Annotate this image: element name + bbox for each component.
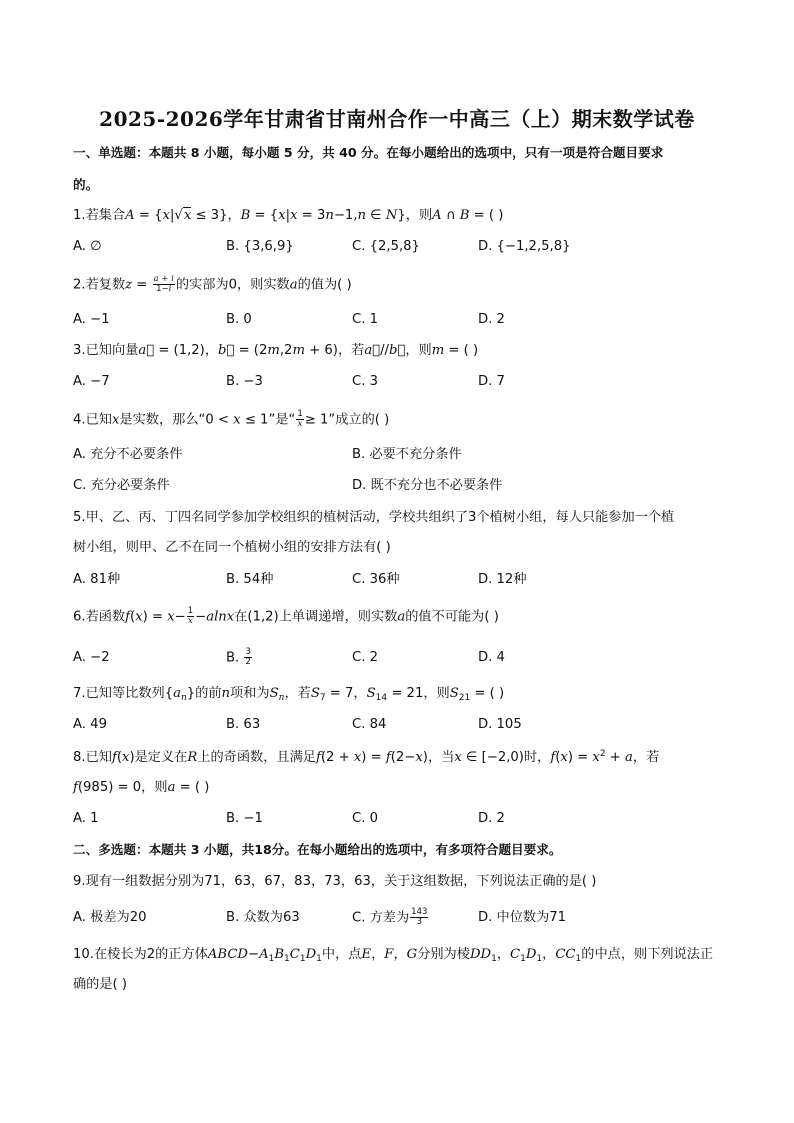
q5-option-d: D. 12种 <box>478 572 527 587</box>
q4-option-a: A. 充分不必要条件 <box>73 447 183 462</box>
question-7: 7.已知等比数列$\{a_n\}$的前n项和为$S_n$，若$S_7 = 7$，$S_{14} = 21$，则$S_{21}$ = ( ) <box>73 686 505 703</box>
q1-option-c: C. {2,5,8} <box>352 239 420 254</box>
question-3: 3.已知向量a⃗ = (1,2)，b⃗ = (2m,2m + 6)，若a⃗//b⃗，则m = ( ) <box>73 343 479 358</box>
section1-header-line2: 的。 <box>73 177 99 192</box>
q3-option-c: C. 3 <box>352 374 378 389</box>
page-title: 2025-2026学年甘肃省甘南州合作一中高三（上）期末数学试卷 <box>99 107 695 131</box>
q6-option-a: A. −2 <box>73 650 110 665</box>
q4-option-c: C. 充分必要条件 <box>73 478 170 493</box>
section2-header: 二、多选题：本题共 3 小题，共18分。在每小题给出的选项中，有多项符合题目要求。 <box>73 842 562 857</box>
q4-option-d: D. 既不充分也不必要条件 <box>352 478 503 493</box>
q5-option-b: B. 54种 <box>226 572 274 587</box>
q2-option-d: D. 2 <box>478 312 505 327</box>
question-9: 9.现有一组数据分别为71，63，67，83，73，63，关于这组数据，下列说法正确的是( ) <box>73 874 597 889</box>
question-5-line1: 5.甲、乙、丙、丁四名同学参加学校组织的植树活动，学校共组织了3个植树小组，每人只能参加一个植 <box>73 510 675 525</box>
q1-option-d: D. {−1,2,5,8} <box>478 239 571 254</box>
q2-option-c: C. 1 <box>352 312 378 327</box>
q9-option-a: A. 极差为20 <box>73 910 147 925</box>
q8-option-c: C. 0 <box>352 811 378 826</box>
question-10-line2: 确的是( ) <box>73 977 128 992</box>
q5-option-a: A. 81种 <box>73 572 121 587</box>
q8-option-a: A. 1 <box>73 811 99 826</box>
question-1: 1.若集合A = {x|√x ≤ 3}，B = {x|x = 3n−1,n ∈ N}，则A ∩ B = ( ) <box>73 208 504 223</box>
q7-option-d: D. 105 <box>478 717 522 732</box>
q7-option-b: B. 63 <box>226 717 261 732</box>
question-8-line1: 8.已知f(x)是定义在R上的奇函数，且满足f(2 + x) = f(2−x)，当x ∈ [−2,0)时，$f(x) = x^2 + a$，若 <box>73 749 660 765</box>
q6-option-d: D. 4 <box>478 650 505 665</box>
q2-option-b: B. 0 <box>226 312 252 327</box>
q3-option-a: A. −7 <box>73 374 110 389</box>
q6-option-b: B. $\frac{3}{2}$ <box>226 647 251 667</box>
question-4: 4.已知x是实数，那么“0 < x ≤ 1”是“ $\frac{1}{x}$ ≥ 1”成立的( ) <box>73 409 390 429</box>
q7-option-a: A. 49 <box>73 717 107 732</box>
q8-option-b: B. −1 <box>226 811 263 826</box>
question-2: 2.若复数z = $\frac{a + i}{1-i}$ 的实部为0，则实数a的值为( ) <box>73 274 352 294</box>
section1-header-line1: 一、单选题：本题共 8 小题，每小题 5 分，共 40 分。在每小题给出的选项中，只有一项是符合题目要求 <box>73 145 664 160</box>
q5-option-c: C. 36种 <box>352 572 400 587</box>
q3-option-b: B. −3 <box>226 374 263 389</box>
q9-option-c: C. 方差为 $\frac{143}{3}$ <box>352 907 428 927</box>
q3-option-d: D. 7 <box>478 374 505 389</box>
q4-option-b: B. 必要不充分条件 <box>352 447 462 462</box>
q9-option-b: B. 众数为63 <box>226 910 300 925</box>
q7-option-c: C. 84 <box>352 717 387 732</box>
q6-option-c: C. 2 <box>352 650 378 665</box>
q2-option-a: A. −1 <box>73 312 110 327</box>
q9-option-d: D. 中位数为71 <box>478 910 567 925</box>
question-10-line1: 10.在棱长为2的正方体$ABCD-A_1B_1C_1D_1$中，点E，F，G分别为棱$DD_1$，$C_1D_1$，$CC_1$的中点，则下列说法正 <box>73 947 714 964</box>
question-8-line2: f(985) = 0，则a = ( ) <box>73 780 210 795</box>
question-5-line2: 树小组，则甲、乙不在同一个植树小组的安排方法有( ) <box>73 540 391 555</box>
q8-option-d: D. 2 <box>478 811 505 826</box>
question-6: 6.若函数f(x) = x− $\frac{1}{x}$ −alnx在(1,2)上单调递增，则实数a的值不可能为( ) <box>73 606 499 626</box>
q1-option-b: B. {3,6,9} <box>226 239 294 254</box>
q1-option-a: A. ∅ <box>73 239 102 254</box>
